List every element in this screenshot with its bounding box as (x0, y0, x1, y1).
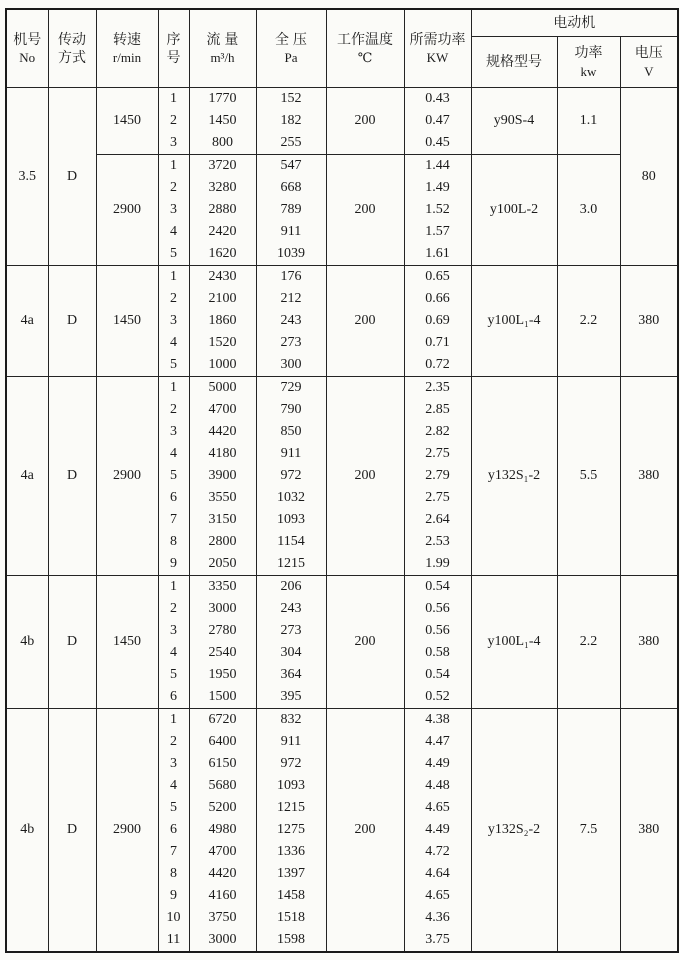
required-power-cell: 3.75 (404, 929, 471, 952)
flow-cell: 3000 (189, 598, 256, 620)
serial-cell: 2 (158, 399, 189, 421)
serial-cell: 6 (158, 819, 189, 841)
required-power-cell: 4.48 (404, 775, 471, 797)
serial-cell: 10 (158, 907, 189, 929)
motor-power-cell: 7.5 (557, 709, 620, 953)
required-power-cell: 1.99 (404, 553, 471, 576)
motor-power-cell: 2.2 (557, 576, 620, 709)
serial-cell: 7 (158, 841, 189, 863)
pressure-cell: 1518 (256, 907, 326, 929)
speed-cell: 1450 (96, 88, 158, 155)
pressure-cell: 972 (256, 753, 326, 775)
motor-model-cell: y90S-4 (471, 88, 557, 155)
header-serial-line2: 号 (166, 48, 181, 65)
drive-type-cell: D (48, 709, 96, 953)
serial-cell: 9 (158, 885, 189, 907)
pressure-cell: 832 (256, 709, 326, 732)
flow-cell: 2540 (189, 642, 256, 664)
header-temperature-cn: 工作温度 (337, 30, 393, 47)
header-motor-power-unit: kw (580, 63, 597, 79)
header-drive-type (48, 9, 96, 88)
flow-cell: 4180 (189, 443, 256, 465)
required-power-cell: 0.45 (404, 132, 471, 155)
drive-type-cell: D (48, 88, 96, 266)
header-motor-power (557, 37, 620, 88)
required-power-cell: 0.54 (404, 664, 471, 686)
flow-cell: 3550 (189, 487, 256, 509)
header-drive-type-line1: 传动 (58, 31, 86, 47)
flow-cell: 2800 (189, 531, 256, 553)
flow-cell: 1450 (189, 110, 256, 132)
header-pressure (256, 9, 326, 88)
pressure-cell: 176 (256, 266, 326, 289)
required-power-cell: 2.53 (404, 531, 471, 553)
pressure-cell: 547 (256, 155, 326, 178)
speed-cell: 1450 (96, 576, 158, 709)
header-drive-type-line2: 方式 (58, 48, 86, 65)
required-power-cell: 0.66 (404, 288, 471, 310)
table-row (6, 709, 678, 732)
flow-cell: 2420 (189, 221, 256, 243)
required-power-cell: 0.65 (404, 266, 471, 289)
pressure-cell: 972 (256, 465, 326, 487)
machine-no-cell: 3.5 (6, 88, 48, 266)
required-power-cell: 0.58 (404, 642, 471, 664)
required-power-cell: 2.75 (404, 487, 471, 509)
header-motor-group: 电动机 (471, 9, 678, 37)
pressure-cell: 273 (256, 620, 326, 642)
required-power-cell: 2.75 (404, 443, 471, 465)
flow-cell: 1620 (189, 243, 256, 266)
required-power-cell: 0.56 (404, 620, 471, 642)
pressure-cell: 152 (256, 88, 326, 111)
pressure-cell: 1215 (256, 553, 326, 576)
drive-type-cell: D (48, 377, 96, 576)
serial-cell: 5 (158, 664, 189, 686)
flow-cell: 4700 (189, 399, 256, 421)
serial-cell: 5 (158, 243, 189, 266)
pressure-cell: 850 (256, 421, 326, 443)
pressure-cell: 300 (256, 354, 326, 377)
pressure-cell: 273 (256, 332, 326, 354)
table-row (6, 88, 678, 111)
flow-cell: 2780 (189, 620, 256, 642)
serial-cell: 3 (158, 199, 189, 221)
pressure-cell: 206 (256, 576, 326, 599)
flow-cell: 1520 (189, 332, 256, 354)
required-power-cell: 2.64 (404, 509, 471, 531)
header-motor-power-cn: 功率 (574, 44, 603, 61)
required-power-cell: 0.47 (404, 110, 471, 132)
required-power-cell: 4.65 (404, 797, 471, 819)
serial-cell: 1 (158, 88, 189, 111)
pressure-cell: 1093 (256, 775, 326, 797)
required-power-cell: 4.49 (404, 753, 471, 775)
header-required-power (404, 9, 471, 88)
header-voltage (620, 37, 678, 88)
pressure-cell: 243 (256, 598, 326, 620)
flow-cell: 3720 (189, 155, 256, 178)
serial-cell: 9 (158, 553, 189, 576)
motor-model-cell: y132S₂-2 (471, 709, 557, 953)
motor-power-cell: 3.0 (557, 155, 620, 266)
serial-cell: 5 (158, 797, 189, 819)
fan-spec-table (5, 8, 679, 953)
pressure-cell: 790 (256, 399, 326, 421)
pressure-cell: 212 (256, 288, 326, 310)
flow-cell: 6720 (189, 709, 256, 732)
table-row (6, 377, 678, 400)
table-header (6, 9, 678, 88)
voltage-cell: 80 (620, 88, 678, 266)
table-row (6, 266, 678, 289)
serial-cell: 7 (158, 509, 189, 531)
pressure-cell: 1458 (256, 885, 326, 907)
header-machine-no-unit: No (19, 50, 36, 66)
required-power-cell: 1.44 (404, 155, 471, 178)
drive-type-cell: D (48, 266, 96, 377)
motor-model-cell: y100L₁-4 (471, 576, 557, 709)
required-power-cell: 4.47 (404, 731, 471, 753)
serial-cell: 3 (158, 421, 189, 443)
temperature-cell: 200 (326, 377, 404, 576)
serial-cell: 2 (158, 288, 189, 310)
header-speed (96, 9, 158, 88)
pressure-cell: 243 (256, 310, 326, 332)
flow-cell: 1500 (189, 686, 256, 709)
temperature-cell: 200 (326, 88, 404, 155)
flow-cell: 1860 (189, 310, 256, 332)
flow-cell: 2100 (189, 288, 256, 310)
required-power-cell: 0.71 (404, 332, 471, 354)
pressure-cell: 304 (256, 642, 326, 664)
pressure-cell: 729 (256, 377, 326, 400)
motor-power-cell: 2.2 (557, 266, 620, 377)
flow-cell: 3000 (189, 929, 256, 952)
pressure-cell: 364 (256, 664, 326, 686)
serial-cell: 1 (158, 576, 189, 599)
required-power-cell: 1.49 (404, 177, 471, 199)
flow-cell: 4160 (189, 885, 256, 907)
required-power-cell: 4.72 (404, 841, 471, 863)
header-flow-cn: 流 量 (206, 30, 239, 47)
pressure-cell: 1093 (256, 509, 326, 531)
voltage-cell: 380 (620, 709, 678, 953)
serial-cell: 11 (158, 929, 189, 952)
pressure-cell: 911 (256, 221, 326, 243)
serial-cell: 6 (158, 686, 189, 709)
required-power-cell: 4.49 (404, 819, 471, 841)
serial-cell: 2 (158, 110, 189, 132)
flow-cell: 4420 (189, 863, 256, 885)
motor-power-cell: 1.1 (557, 88, 620, 155)
speed-cell: 1450 (96, 266, 158, 377)
voltage-cell: 380 (620, 266, 678, 377)
flow-cell: 3280 (189, 177, 256, 199)
serial-cell: 5 (158, 354, 189, 377)
table-row (6, 155, 678, 178)
serial-cell: 2 (158, 598, 189, 620)
header-serial-line1: 序 (166, 31, 181, 47)
flow-cell: 6150 (189, 753, 256, 775)
header-voltage-cn: 电压 (634, 44, 663, 61)
required-power-cell: 4.36 (404, 907, 471, 929)
serial-cell: 4 (158, 443, 189, 465)
serial-cell: 2 (158, 177, 189, 199)
temperature-cell: 200 (326, 709, 404, 953)
serial-cell: 2 (158, 731, 189, 753)
pressure-cell: 789 (256, 199, 326, 221)
flow-cell: 800 (189, 132, 256, 155)
header-voltage-unit: V (644, 63, 654, 79)
voltage-cell: 380 (620, 377, 678, 576)
serial-cell: 5 (158, 465, 189, 487)
serial-cell: 4 (158, 642, 189, 664)
flow-cell: 3750 (189, 907, 256, 929)
serial-cell: 3 (158, 310, 189, 332)
serial-cell: 6 (158, 487, 189, 509)
motor-model-cell: y100L-2 (471, 155, 557, 266)
spec-table-body (6, 88, 678, 953)
serial-cell: 3 (158, 753, 189, 775)
flow-cell: 1950 (189, 664, 256, 686)
required-power-cell: 0.52 (404, 686, 471, 709)
serial-cell: 4 (158, 775, 189, 797)
pressure-cell: 395 (256, 686, 326, 709)
header-machine-no-cn: 机号 (13, 30, 42, 47)
header-temperature-unit: ℃ (357, 50, 373, 66)
flow-cell: 5200 (189, 797, 256, 819)
serial-cell: 4 (158, 332, 189, 354)
drive-type-cell: D (48, 576, 96, 709)
required-power-cell: 0.43 (404, 88, 471, 111)
machine-no-cell: 4b (6, 576, 48, 709)
required-power-cell: 0.69 (404, 310, 471, 332)
required-power-cell: 0.56 (404, 598, 471, 620)
flow-cell: 4980 (189, 819, 256, 841)
pressure-cell: 1598 (256, 929, 326, 952)
header-pressure-cn: 全 压 (275, 30, 307, 47)
header-pressure-unit: Pa (284, 50, 298, 66)
motor-model-cell: y100L₁-4 (471, 266, 557, 377)
speed-cell: 2900 (96, 377, 158, 576)
header-required-power-unit: KW (426, 50, 449, 66)
flow-cell: 1770 (189, 88, 256, 111)
serial-cell: 3 (158, 620, 189, 642)
voltage-cell: 380 (620, 576, 678, 709)
temperature-cell: 200 (326, 266, 404, 377)
temperature-cell: 200 (326, 576, 404, 709)
serial-cell: 3 (158, 132, 189, 155)
flow-cell: 2050 (189, 553, 256, 576)
flow-cell: 5680 (189, 775, 256, 797)
header-serial (158, 9, 189, 88)
required-power-cell: 0.72 (404, 354, 471, 377)
required-power-cell: 4.38 (404, 709, 471, 732)
serial-cell: 8 (158, 531, 189, 553)
required-power-cell: 0.54 (404, 576, 471, 599)
serial-cell: 1 (158, 155, 189, 178)
serial-cell: 1 (158, 266, 189, 289)
pressure-cell: 1275 (256, 819, 326, 841)
pressure-cell: 255 (256, 132, 326, 155)
table-row (6, 576, 678, 599)
required-power-cell: 2.79 (404, 465, 471, 487)
header-machine-no (6, 9, 48, 88)
speed-cell: 2900 (96, 709, 158, 953)
pressure-cell: 911 (256, 731, 326, 753)
pressure-cell: 1397 (256, 863, 326, 885)
machine-no-cell: 4b (6, 709, 48, 953)
flow-cell: 2880 (189, 199, 256, 221)
header-speed-unit: r/min (112, 50, 142, 66)
pressure-cell: 1032 (256, 487, 326, 509)
header-flow (189, 9, 256, 88)
pressure-cell: 1039 (256, 243, 326, 266)
flow-cell: 3350 (189, 576, 256, 599)
machine-no-cell: 4a (6, 266, 48, 377)
pressure-cell: 1215 (256, 797, 326, 819)
flow-cell: 5000 (189, 377, 256, 400)
flow-cell: 2430 (189, 266, 256, 289)
pressure-cell: 668 (256, 177, 326, 199)
header-temperature (326, 9, 404, 88)
serial-cell: 1 (158, 709, 189, 732)
pressure-cell: 1336 (256, 841, 326, 863)
flow-cell: 1000 (189, 354, 256, 377)
pressure-cell: 182 (256, 110, 326, 132)
motor-model-cell: y132S₁-2 (471, 377, 557, 576)
machine-no-cell: 4a (6, 377, 48, 576)
flow-cell: 3150 (189, 509, 256, 531)
required-power-cell: 1.61 (404, 243, 471, 266)
header-motor-model: 规格型号 (471, 37, 557, 88)
required-power-cell: 1.57 (404, 221, 471, 243)
pressure-cell: 911 (256, 443, 326, 465)
required-power-cell: 2.82 (404, 421, 471, 443)
serial-cell: 8 (158, 863, 189, 885)
serial-cell: 4 (158, 221, 189, 243)
flow-cell: 4700 (189, 841, 256, 863)
header-flow-unit: m³/h (210, 50, 235, 66)
pressure-cell: 1154 (256, 531, 326, 553)
motor-power-cell: 5.5 (557, 377, 620, 576)
required-power-cell: 2.85 (404, 399, 471, 421)
flow-cell: 4420 (189, 421, 256, 443)
header-required-power-cn: 所需功率 (409, 30, 466, 47)
flow-cell: 6400 (189, 731, 256, 753)
temperature-cell: 200 (326, 155, 404, 266)
flow-cell: 3900 (189, 465, 256, 487)
speed-cell: 2900 (96, 155, 158, 266)
header-speed-cn: 转速 (113, 30, 141, 47)
required-power-cell: 2.35 (404, 377, 471, 400)
required-power-cell: 1.52 (404, 199, 471, 221)
serial-cell: 1 (158, 377, 189, 400)
required-power-cell: 4.64 (404, 863, 471, 885)
required-power-cell: 4.65 (404, 885, 471, 907)
